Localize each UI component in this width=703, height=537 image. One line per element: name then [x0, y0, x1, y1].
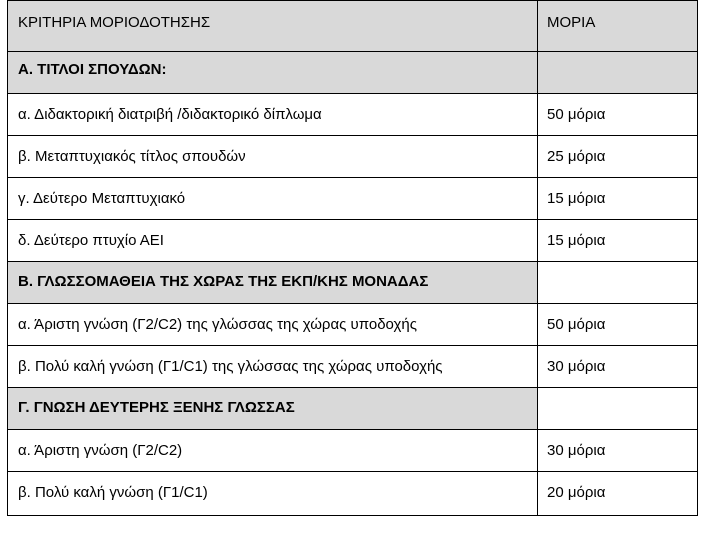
header-points-cell	[538, 1, 698, 52]
section-title-cell	[8, 262, 538, 304]
criterion-label: α. Διδακτορική διατριβή /διδακτορικό δίπλωμα	[18, 106, 322, 123]
points-cell	[538, 430, 698, 472]
header-criteria-cell	[8, 1, 538, 52]
table-row	[8, 220, 698, 262]
section-row-language	[8, 262, 698, 304]
section-points-cell	[538, 52, 698, 94]
points-cell	[538, 472, 698, 516]
criterion-label: γ. Δεύτερο Μεταπτυχιακό	[18, 190, 186, 207]
table-header-row	[8, 1, 698, 52]
section-title: Α. ΤΙΤΛΟΙ ΣΠΟΥΔΩΝ:	[18, 61, 167, 78]
criterion-label: δ. Δεύτερο πτυχίο ΑΕΙ	[18, 232, 164, 249]
points-value: 50 μόρια	[547, 106, 606, 123]
points-cell	[538, 346, 698, 388]
section-points-cell	[538, 262, 698, 304]
header-criteria-label: ΚΡΙΤΗΡΙΑ ΜΟΡΙΟΔΟΤΗΣΗΣ	[18, 14, 211, 31]
points-value: 50 μόρια	[547, 316, 606, 333]
criterion-cell	[8, 178, 538, 220]
criterion-label: α. Άριστη γνώση (Γ2/C2) της γλώσσας της χώρας υποδοχής	[18, 316, 417, 333]
points-value: 15 μόρια	[547, 190, 606, 207]
points-cell	[538, 304, 698, 346]
criterion-cell	[8, 220, 538, 262]
criterion-cell	[8, 136, 538, 178]
table-row	[8, 178, 698, 220]
criterion-label: β. Μεταπτυχιακός τίτλος σπουδών	[18, 148, 246, 165]
scoring-criteria-table	[7, 0, 698, 516]
points-value: 30 μόρια	[547, 442, 606, 459]
table-row	[8, 94, 698, 136]
criterion-cell	[8, 346, 538, 388]
table-row	[8, 430, 698, 472]
points-value: 15 μόρια	[547, 232, 606, 249]
table-row	[8, 304, 698, 346]
criterion-cell	[8, 472, 538, 516]
section-title: Γ. ΓΝΩΣΗ ΔΕΥΤΕΡΗΣ ΞΕΝΗΣ ΓΛΩΣΣΑΣ	[18, 399, 295, 416]
points-value: 25 μόρια	[547, 148, 606, 165]
points-value: 30 μόρια	[547, 358, 606, 375]
table-row	[8, 472, 698, 516]
points-cell	[538, 94, 698, 136]
table-row	[8, 346, 698, 388]
criterion-label: α. Άριστη γνώση (Γ2/C2)	[18, 442, 183, 459]
points-value: 20 μόρια	[547, 484, 606, 501]
header-points-label: ΜΟΡΙΑ	[547, 14, 596, 31]
points-cell	[538, 220, 698, 262]
section-title-cell	[8, 388, 538, 430]
points-cell	[538, 136, 698, 178]
criterion-label: β. Πολύ καλή γνώση (Γ1/C1)	[18, 484, 208, 501]
section-points-cell	[538, 388, 698, 430]
section-row-titles	[8, 52, 698, 94]
table-row	[8, 136, 698, 178]
section-title-cell	[8, 52, 538, 94]
criterion-cell	[8, 304, 538, 346]
criterion-label: β. Πολύ καλή γνώση (Γ1/C1) της γλώσσας της χώρας υποδοχής	[18, 358, 443, 375]
criterion-cell	[8, 94, 538, 136]
points-cell	[538, 178, 698, 220]
section-title: Β. ΓΛΩΣΣΟΜΑΘΕΙΑ ΤΗΣ ΧΩΡΑΣ ΤΗΣ ΕΚΠ/ΚΗΣ ΜΟΝΑΔΑΣ	[18, 273, 429, 290]
section-row-second-language	[8, 388, 698, 430]
criterion-cell	[8, 430, 538, 472]
